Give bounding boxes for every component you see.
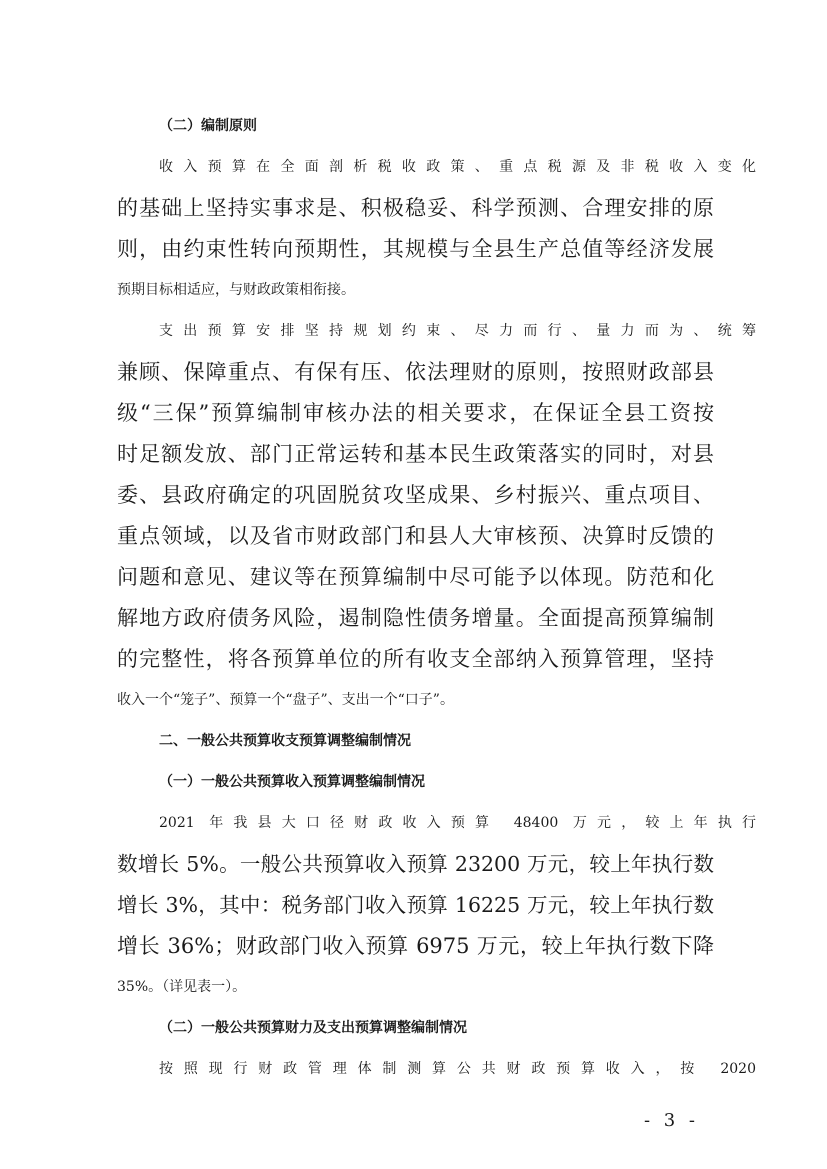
text-line: 二、一般公共预算收支预算调整编制情况 — [159, 733, 411, 749]
text-line: 增长 3%，其中：税务部门收入预算 16225 万元，较上年执行数 — [117, 893, 714, 917]
text-line: 35%。（详见表一）。 — [117, 979, 247, 995]
text-line: 解地方政府债务风险，遏制隐性债务增量。全面提高预算编制 — [117, 606, 714, 630]
text-line: 数增长 5%。一般公共预算收入预算 23200 万元，较上年执行数 — [117, 852, 714, 876]
text-line: 兼顾、保障重点、有保有压、依法理财的原则，按照财政部县 — [117, 360, 714, 384]
text-line: 收入一个“笼子”、预算一个“盘子”、支出一个“口子”。 — [117, 692, 454, 708]
text-line: 按照现行财政管理体制测算公共财政预算收入，按 2020 — [159, 1061, 756, 1077]
text-line: （二）编制原则 — [159, 118, 257, 134]
text-line: 时足额发放、部门正常运转和基本民生政策落实的同时，对县 — [117, 442, 714, 466]
text-line: 收入预算在全面剖析税收政策、重点税源及非税收入变化 — [159, 159, 756, 175]
document-body — [117, 108, 756, 1092]
text-line: 委、县政府确定的巩固脱贫攻坚成果、乡村振兴、重点项目、 — [117, 483, 714, 507]
text-line: 2021 年我县大口径财政收入预算 48400 万元，较上年执行 — [159, 815, 756, 831]
text-line: 增长 36%；财政部门收入预算 6975 万元，较上年执行数下降 — [117, 934, 714, 958]
text-line: 问题和意见、建议等在预算编制中尽可能予以体现。防范和化 — [117, 565, 714, 589]
text-line: 级“三保”预算编制审核办法的相关要求，在保证全县工资按 — [117, 401, 714, 425]
text-line: （一）一般公共预算收入预算调整编制情况 — [159, 774, 425, 790]
text-line: （二）一般公共预算财力及支出预算调整编制情况 — [159, 1020, 467, 1036]
text-line: 重点领域，以及省市财政部门和县人大审核预、决算时反馈的 — [117, 524, 714, 548]
text-line: 的基础上坚持实事求是、积极稳妥、科学预测、合理安排的原 — [117, 196, 714, 220]
text-line: 支出预算安排坚持规划约束、尽力而行、量力而为、统筹 — [159, 323, 756, 339]
text-line: 预期目标相适应，与财政政策相衔接。 — [117, 282, 355, 298]
page-number: - 3 - — [643, 1110, 699, 1131]
text-line: 的完整性，将各预算单位的所有收支全部纳入预算管理，坚持 — [117, 647, 714, 671]
text-line: 则，由约束性转向预期性，其规模与全县生产总值等经济发展 — [117, 237, 714, 261]
